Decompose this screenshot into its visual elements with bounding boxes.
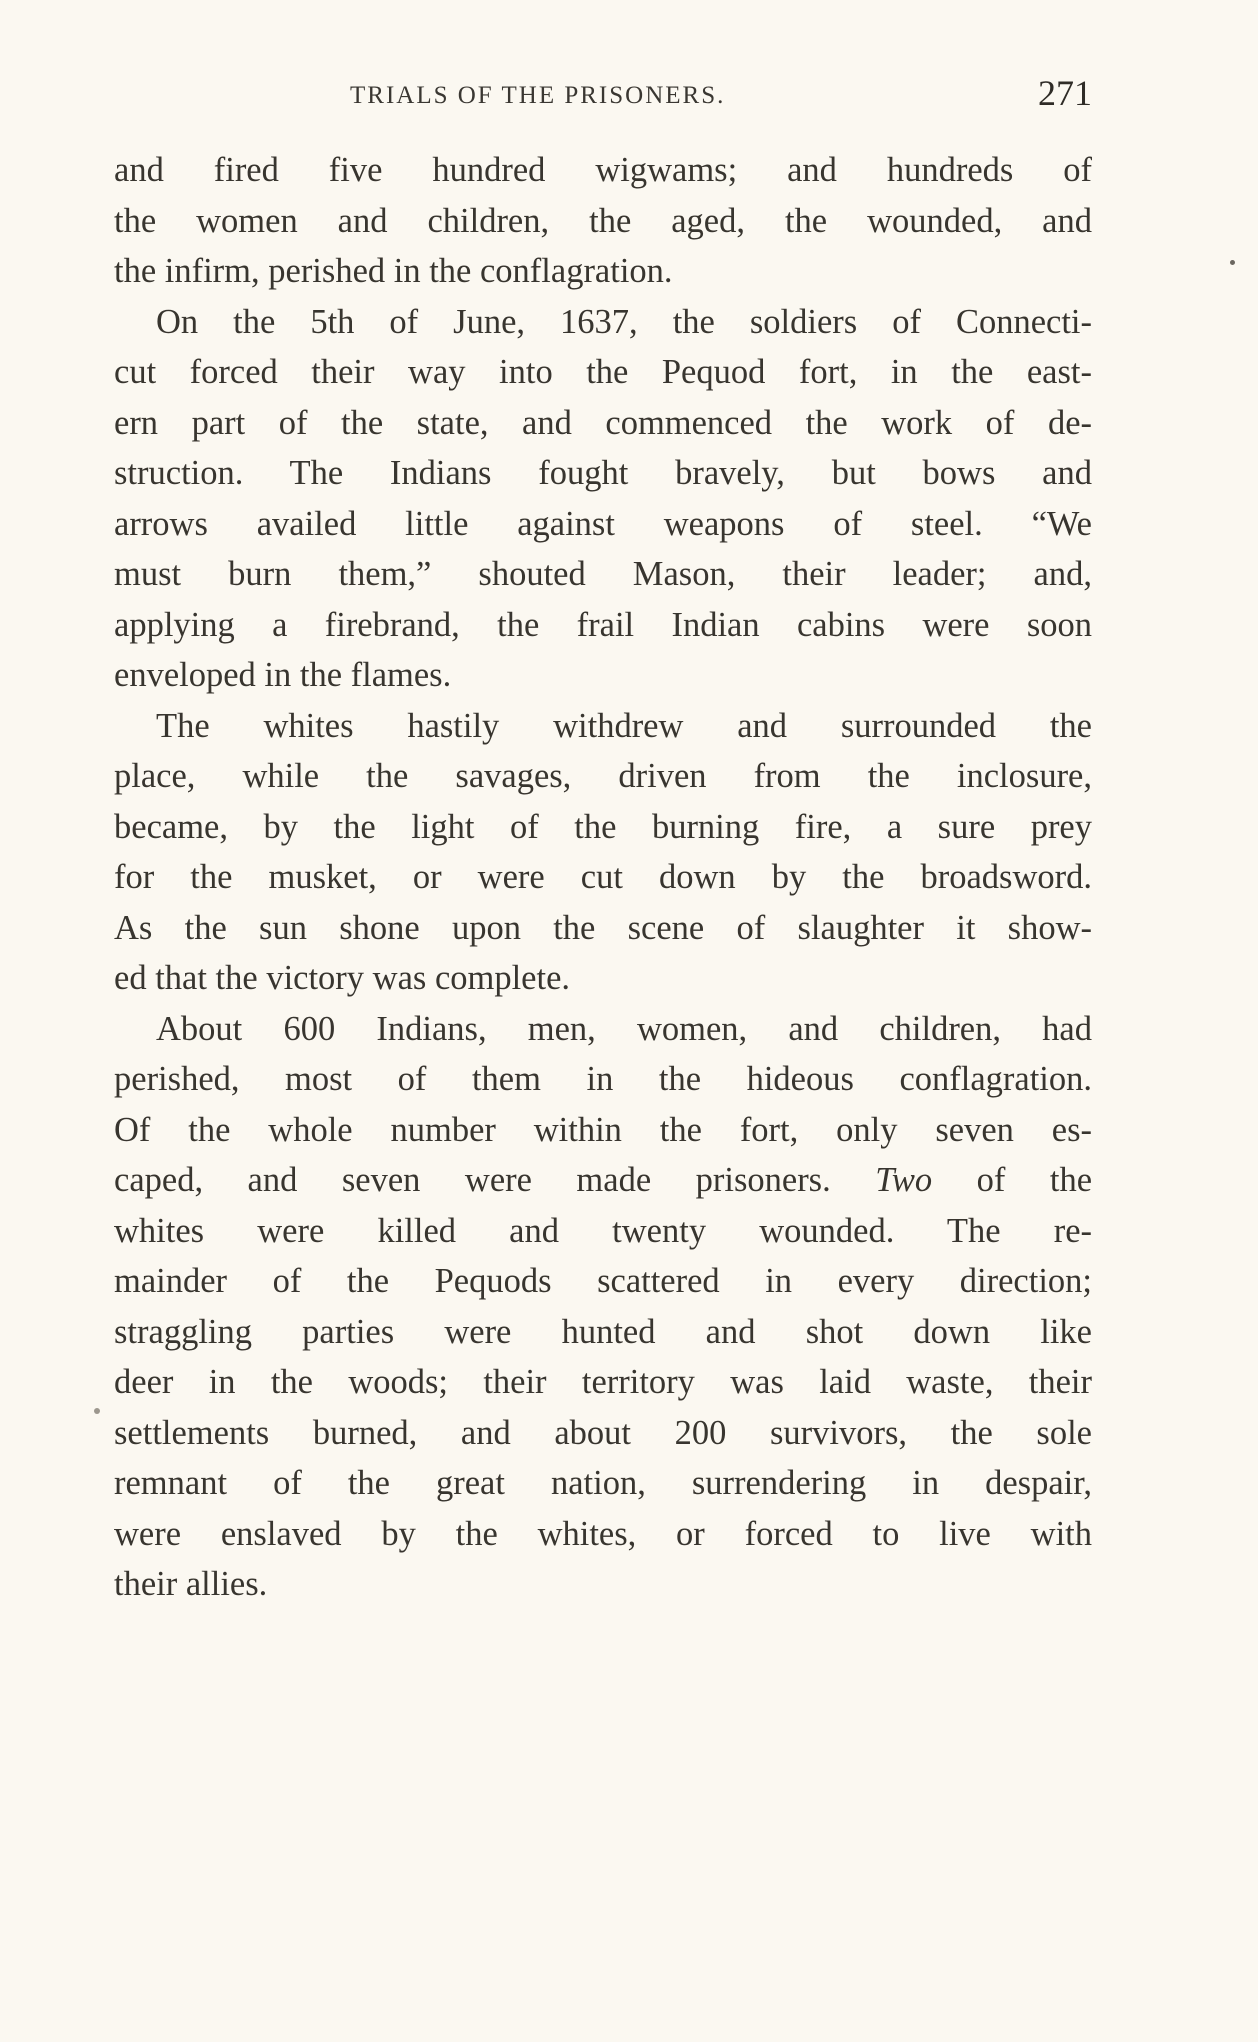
text-segment: of the <box>976 1161 1093 1199</box>
text-line: The whites hastily withdrew and surrounded the <box>156 706 1092 745</box>
text-line-with-italic <box>114 1155 1092 1206</box>
text-line: whites were killed and twenty wounded. The re- <box>114 1211 1092 1250</box>
text-line: ern part of the state, and commenced the work of de- <box>114 403 1092 442</box>
running-title: TRIALS OF THE PRISONERS. <box>350 82 726 109</box>
text-line: mainder of the Pequods scattered in every direction; <box>114 1262 1092 1300</box>
text-line: arrows availed little against weapons of steel. “We <box>114 504 1092 543</box>
text-line: straggling parties were hunted and shot down like <box>114 1312 1092 1351</box>
ink-speck <box>1230 260 1235 265</box>
italic-word: Two <box>875 1161 933 1199</box>
text-line: applying a firebrand, the frail Indian cabins were soon <box>114 605 1092 644</box>
text-line: their allies. <box>114 1565 268 1603</box>
text-line: remnant of the great nation, surrendering in despair, <box>114 1464 1092 1502</box>
page-number: 271 <box>1038 73 1092 113</box>
ink-speck <box>94 1408 100 1414</box>
body-text <box>114 145 1092 1610</box>
text-line: struction. The Indians fought bravely, but bows and <box>114 454 1092 492</box>
text-line: place, while the savages, driven from the inclosure, <box>114 757 1092 795</box>
text-line: must burn them,” shouted Mason, their leader; and, <box>114 555 1092 593</box>
text-line: and fired five hundred wigwams; and hundreds of <box>114 151 1092 189</box>
text-line: ed that the victory was complete. <box>114 959 571 997</box>
text-line: perished, most of them in the hideous conflagration. <box>114 1060 1092 1098</box>
text-line: enveloped in the flames. <box>114 656 452 694</box>
text-line: were enslaved by the whites, or forced to live with <box>114 1514 1092 1553</box>
text-line: settlements burned, and about 200 survivors, the sole <box>114 1413 1092 1452</box>
text-line: for the musket, or were cut down by the broadsword. <box>114 858 1092 896</box>
text-line: About 600 Indians, men, women, and children, had <box>156 1009 1092 1048</box>
text-line: the women and children, the aged, the wounded, and <box>114 201 1092 240</box>
text-line: As the sun shone upon the scene of slaughter it show- <box>114 908 1092 947</box>
text-line: the infirm, perished in the conflagration. <box>114 252 673 290</box>
running-head <box>112 72 1092 122</box>
text-line: cut forced their way into the Pequod fort, in the east- <box>114 353 1092 391</box>
text-line: became, by the light of the burning fire, a sure prey <box>114 807 1092 846</box>
text-line: deer in the woods; their territory was laid waste, their <box>114 1363 1092 1401</box>
text-line: On the 5th of June, 1637, the soldiers of Connecti- <box>156 302 1092 341</box>
text-line: Of the whole number within the fort, only seven es- <box>114 1110 1092 1149</box>
text-segment: caped, and seven were made prisoners. <box>114 1161 831 1199</box>
